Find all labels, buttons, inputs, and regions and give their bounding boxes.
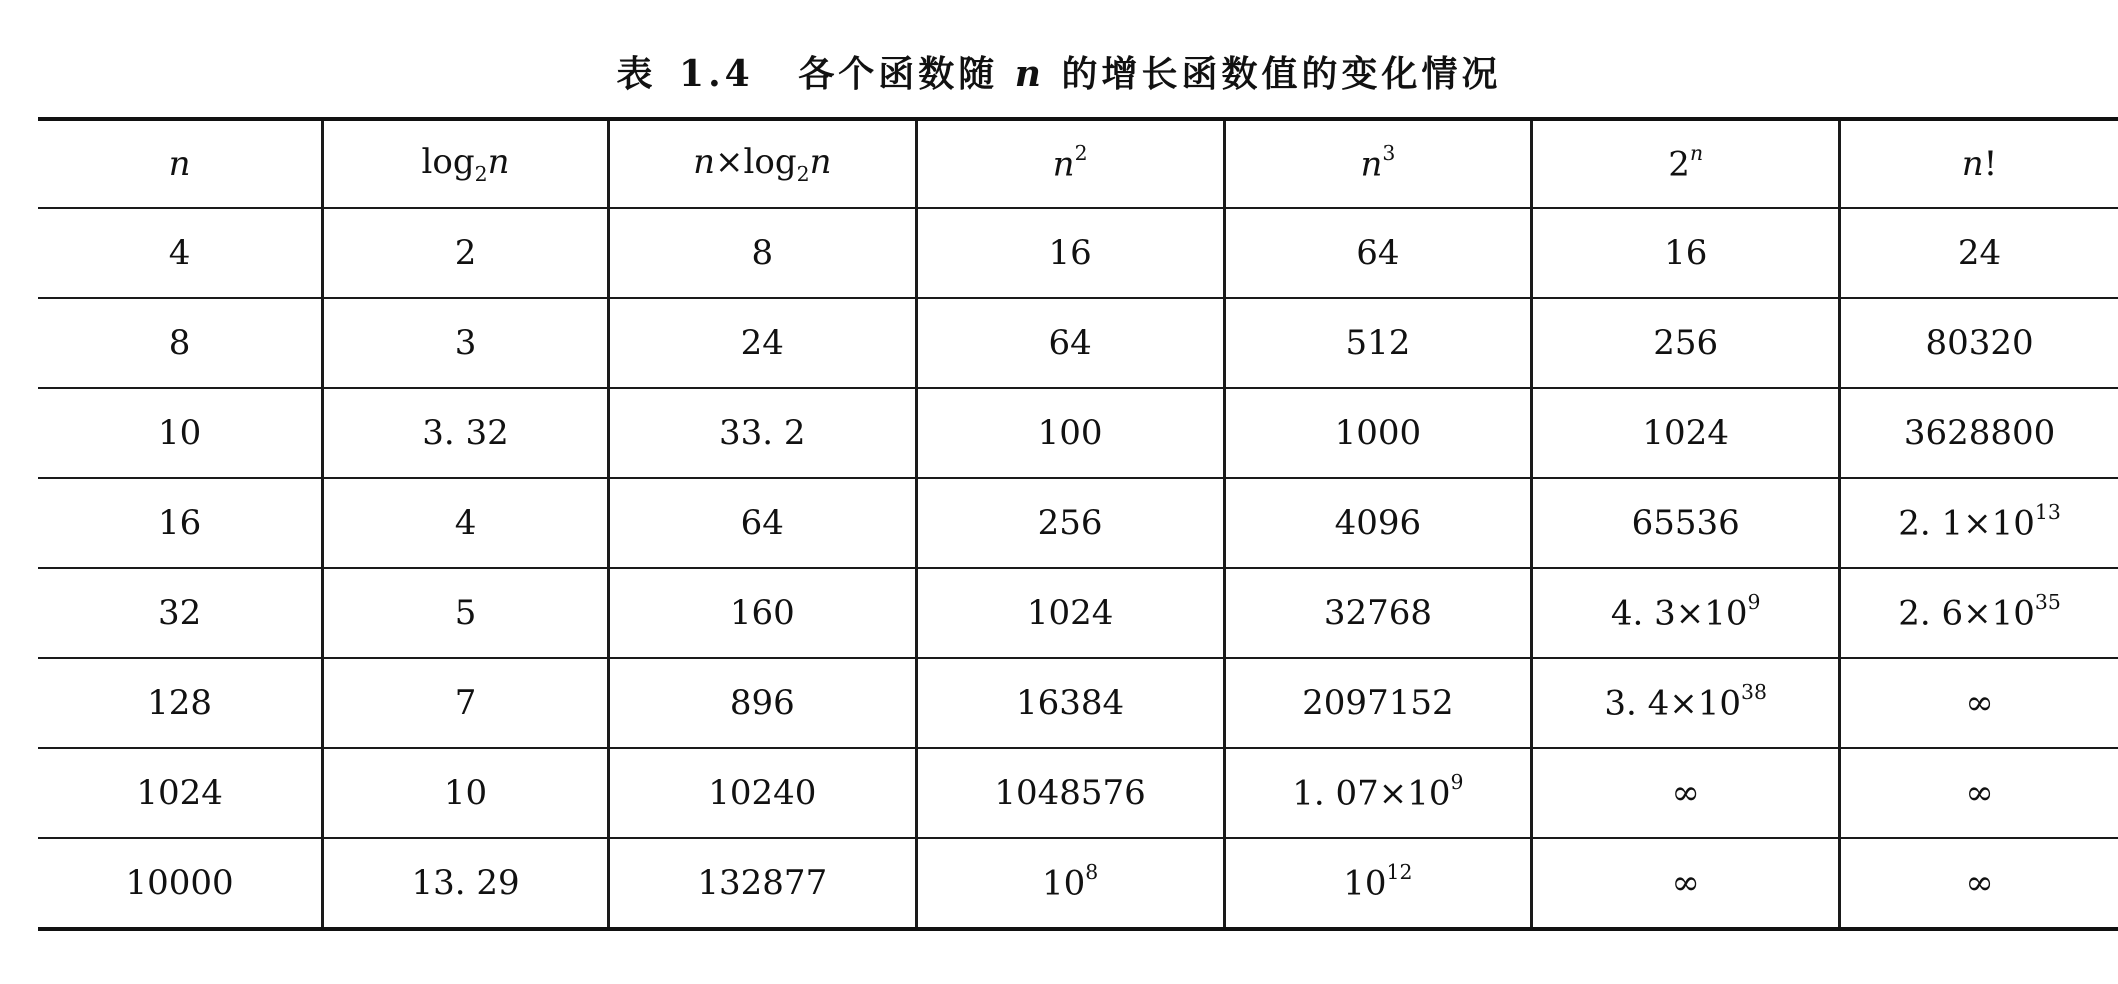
table-cell: 2	[323, 208, 609, 298]
table-cell: 1048576	[916, 748, 1224, 838]
table-row	[38, 298, 2118, 388]
table-cell: 896	[608, 658, 916, 748]
table-cell: ∞	[1840, 658, 2118, 748]
table-cell: 80320	[1840, 298, 2118, 388]
table-cell: 2097152	[1224, 658, 1532, 748]
table-cell: 2. $6\times 10^{35}$	[1840, 568, 2118, 658]
table-cell: 10000	[38, 838, 323, 929]
table-cell: 16384	[916, 658, 1224, 748]
table-cell: ∞	[1532, 748, 1840, 838]
table-cell: 7	[323, 658, 609, 748]
header-n-factorial: n!	[1840, 119, 2118, 208]
table-cell: 10240	[608, 748, 916, 838]
table-cell: $10^8$	[916, 838, 1224, 929]
table-cell: 256	[916, 478, 1224, 568]
table-cell: 4. $3\times 10^9$	[1532, 568, 1840, 658]
table-cell: 64	[1224, 208, 1532, 298]
table-row	[38, 478, 2118, 568]
header-n-squared: $n^2$	[916, 119, 1224, 208]
table-cell: 8	[38, 298, 323, 388]
header-2-to-n: 2$^n$	[1532, 119, 1840, 208]
table-cell: 512	[1224, 298, 1532, 388]
growth-table	[38, 117, 2118, 931]
table-cell: 64	[608, 478, 916, 568]
table-cell: 3	[323, 298, 609, 388]
table-cell: 8	[608, 208, 916, 298]
table-header	[38, 119, 2118, 208]
header-n-cubed: $n^3$	[1224, 119, 1532, 208]
table-row	[38, 838, 2118, 929]
table-cell: 64	[916, 298, 1224, 388]
table-cell: 256	[1532, 298, 1840, 388]
table-cell: 132877	[608, 838, 916, 929]
header-n: n	[38, 119, 323, 208]
table-cell: $10^{12}$	[1224, 838, 1532, 929]
table-cell: 4096	[1224, 478, 1532, 568]
table-cell: 3. $4\times 10^{38}$	[1532, 658, 1840, 748]
table-cell: 13. 29	[323, 838, 609, 929]
table-cell: 1. $07\times 10^9$	[1224, 748, 1532, 838]
table-cell: ∞	[1840, 748, 2118, 838]
caption-label: 表	[616, 53, 657, 95]
table-cell: 3. 32	[323, 388, 609, 478]
table-cell: 33. 2	[608, 388, 916, 478]
table-cell: ∞	[1532, 838, 1840, 929]
table-cell: 10	[323, 748, 609, 838]
header-nlog2n: $n\times\log_2n$	[608, 119, 916, 208]
table-cell: 1000	[1224, 388, 1532, 478]
table-body	[38, 208, 2118, 929]
table-cell: 10	[38, 388, 323, 478]
table-cell: 5	[323, 568, 609, 658]
table-caption	[0, 46, 2118, 97]
table-cell: 3628800	[1840, 388, 2118, 478]
table-cell: 160	[608, 568, 916, 658]
caption-number: 1.4	[679, 53, 754, 95]
table-row	[38, 388, 2118, 478]
table-cell: 32	[38, 568, 323, 658]
header-log2n: $\log_2n$	[323, 119, 609, 208]
table-cell: 16	[1532, 208, 1840, 298]
table-cell: 16	[916, 208, 1224, 298]
table-cell: 4	[38, 208, 323, 298]
caption-text-after: 的增长函数值的变化情况	[1061, 53, 1502, 95]
table-cell: 65536	[1532, 478, 1840, 568]
header-row	[38, 119, 2118, 208]
table-row	[38, 208, 2118, 298]
table-cell: 24	[608, 298, 916, 388]
caption-var: n	[1014, 53, 1045, 95]
table-cell: 4	[323, 478, 609, 568]
table-cell: 1024	[916, 568, 1224, 658]
table-cell: 100	[916, 388, 1224, 478]
table-cell: ∞	[1840, 838, 2118, 929]
table-cell: 16	[38, 478, 323, 568]
table-cell: 32768	[1224, 568, 1532, 658]
table-row	[38, 748, 2118, 838]
table-cell: 128	[38, 658, 323, 748]
table-row	[38, 658, 2118, 748]
table-cell: 1024	[38, 748, 323, 838]
table-cell: 2. $1\times 10^{13}$	[1840, 478, 2118, 568]
caption-text-before: 各个函数随	[798, 53, 999, 95]
table-row	[38, 568, 2118, 658]
table-cell: 1024	[1532, 388, 1840, 478]
table-cell: 24	[1840, 208, 2118, 298]
